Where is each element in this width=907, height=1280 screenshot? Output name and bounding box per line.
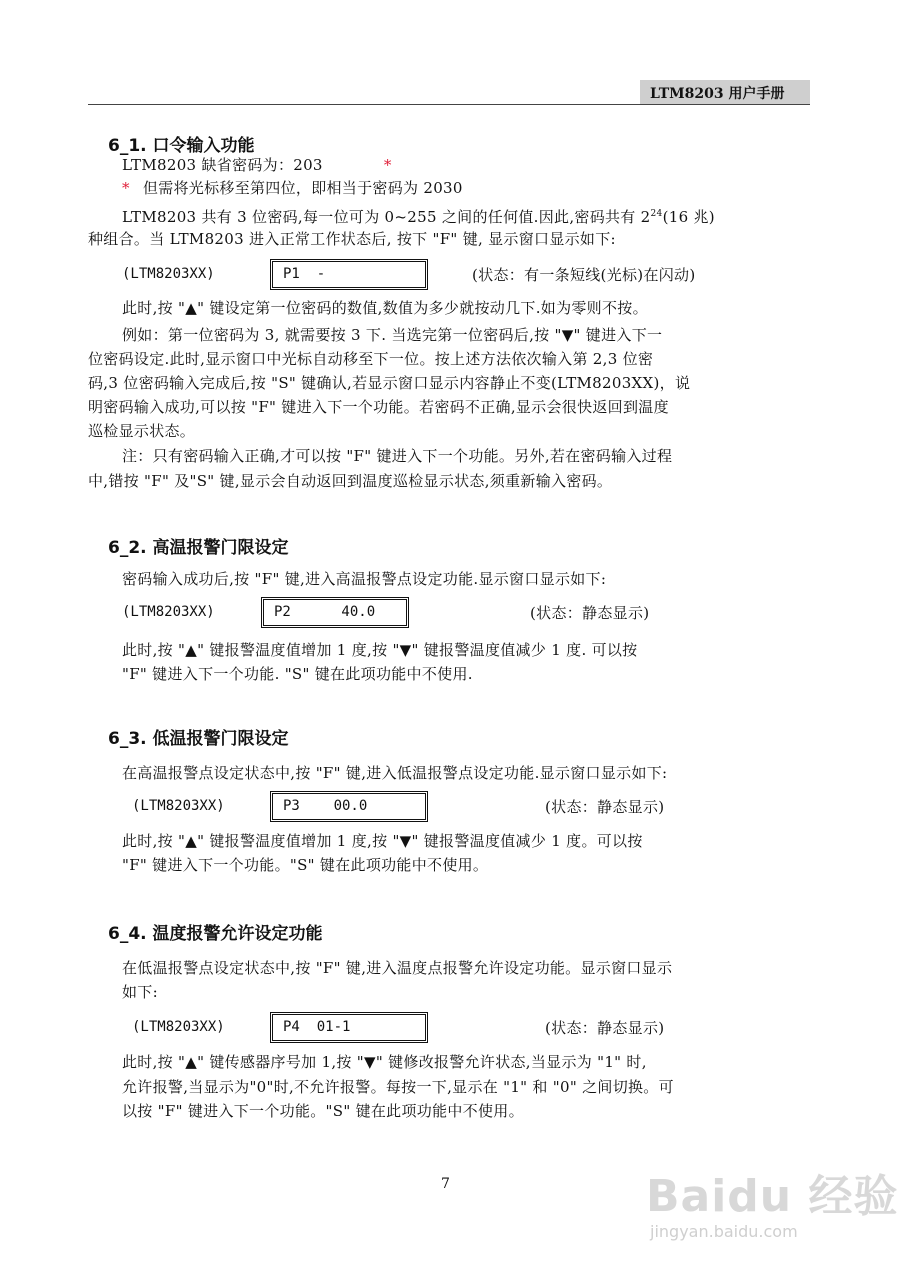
display-readout: P1 -	[283, 266, 326, 282]
display-readout: P4 01-1	[283, 1019, 351, 1035]
paragraph-line: 此时,按 "▲" 键报警温度值增加 1 度,按 "▼" 键报警温度值减少 1 度。可以按	[122, 832, 643, 850]
paragraph-line: 如下:	[122, 983, 158, 1001]
paragraph-line: 中,错按 "F" 及"S" 键,显示会自动返回到温度巡检显示状态,须重新输入密码。	[88, 472, 613, 490]
model-label: (LTM8203XX)	[122, 604, 215, 620]
display-readout: P3 00.0	[283, 798, 368, 814]
cursor-note-text: 但需将光标移至第四位，即相当于密码为 2030	[142, 179, 463, 197]
header-title: LTM8203 用户手册	[650, 86, 785, 102]
paragraph-line: 在高温报警点设定状态中,按 "F" 键,进入低温报警点设定功能.显示窗口显示如下:	[122, 764, 668, 782]
superscript-exponent: 24	[650, 209, 663, 219]
display-window-p2	[261, 597, 409, 628]
paragraph-line: 允许报警,当显示为"0"时,不允许报警。每按一下,显示在 "1" 和 "0" 之间切换。可	[122, 1078, 674, 1096]
page-number: 7	[441, 1176, 450, 1192]
paragraph-line: "F" 键进入下一个功能. "S" 键在此项功能中不使用.	[122, 665, 473, 683]
baidu-watermark-logo: Baidu 经验	[646, 1171, 899, 1222]
default-password-line	[122, 155, 392, 176]
display-window-p4	[270, 1012, 428, 1043]
display-status: (状态：静态显示)	[530, 604, 650, 622]
asterisk-mark: *	[383, 156, 392, 174]
model-label: (LTM8203XX)	[132, 1019, 225, 1035]
watermark-url: jingyan.baidu.com	[650, 1222, 798, 1241]
display-status: (状态：静态显示)	[545, 1019, 665, 1037]
paragraph-line: 此时,按 "▲" 键报警温度值增加 1 度,按 "▼" 键报警温度值减少 1 度. 可以按	[122, 641, 638, 659]
section-heading-6-3: 6_3. 低温报警门限设定	[108, 729, 289, 749]
section-heading-6-2: 6_2. 高温报警门限设定	[108, 538, 289, 558]
cursor-note-line	[122, 178, 463, 199]
paragraph-line	[122, 204, 715, 228]
header-divider	[88, 104, 810, 105]
model-label: (LTM8203XX)	[132, 798, 225, 814]
paragraph-line: 明密码输入成功,可以按 "F" 键进入下一个功能。若密码不正确,显示会很快返回到温度	[88, 398, 669, 416]
paragraph-line: 位密码设定.此时,显示窗口中光标自动移至下一位。按上述方法依次输入第 2,3 位密	[88, 350, 654, 368]
paragraph-line: 以按 "F" 键进入下一个功能。"S" 键在此项功能中不使用。	[122, 1102, 524, 1120]
asterisk-mark: *	[122, 179, 130, 197]
paragraph-line: 例如：第一位密码为 3, 就需要按 3 下. 当选完第一位密码后,按 "▼" 键进入下一	[122, 326, 663, 344]
paragraph-line: 码,3 位密码输入完成后,按 "S" 键确认,若显示窗口显示内容静止不变(LTM8203XX)，说	[88, 374, 691, 392]
paragraph-line: 此时,按 "▲" 键设定第一位密码的数值,数值为多少就按动几下.如为零则不按。	[122, 299, 648, 317]
paragraph-line: 注：只有密码输入正确,才可以按 "F" 键进入下一个功能。另外,若在密码输入过程	[122, 447, 673, 465]
display-status: (状态：静态显示)	[545, 798, 665, 816]
default-password-text: LTM8203 缺省密码为：203	[122, 156, 323, 174]
paragraph-line: 密码输入成功后,按 "F" 键,进入高温报警点设定功能.显示窗口显示如下:	[122, 570, 607, 588]
paragraph-line: 在低温报警点设定状态中,按 "F" 键,进入温度点报警允许设定功能。显示窗口显示	[122, 959, 673, 977]
model-label: (LTM8203XX)	[122, 266, 215, 282]
display-readout: P2 40.0	[274, 604, 376, 620]
display-window-p1	[270, 259, 428, 290]
paragraph-text: LTM8203 共有 3 位密码,每一位可为 0~255 之间的任何值.因此,密码共有 2	[122, 208, 651, 226]
section-heading-6-1: 6_1. 口令输入功能	[108, 136, 255, 156]
paragraph-line: 种组合。当 LTM8203 进入正常工作状态后, 按下 "F" 键, 显示窗口显示如下:	[88, 230, 616, 248]
display-window-p3	[270, 791, 428, 822]
paragraph-text: (16 兆)	[662, 208, 715, 226]
paragraph-line: "F" 键进入下一个功能。"S" 键在此项功能中不使用。	[122, 856, 489, 874]
paragraph-line: 此时,按 "▲" 键传感器序号加 1,按 "▼" 键修改报警允许状态,当显示为 "1" 时,	[122, 1053, 647, 1071]
paragraph-line: 巡检显示状态。	[88, 422, 196, 440]
section-heading-6-4: 6_4. 温度报警允许设定功能	[108, 924, 323, 944]
display-status: (状态：有一条短线(光标)在闪动)	[472, 266, 696, 284]
